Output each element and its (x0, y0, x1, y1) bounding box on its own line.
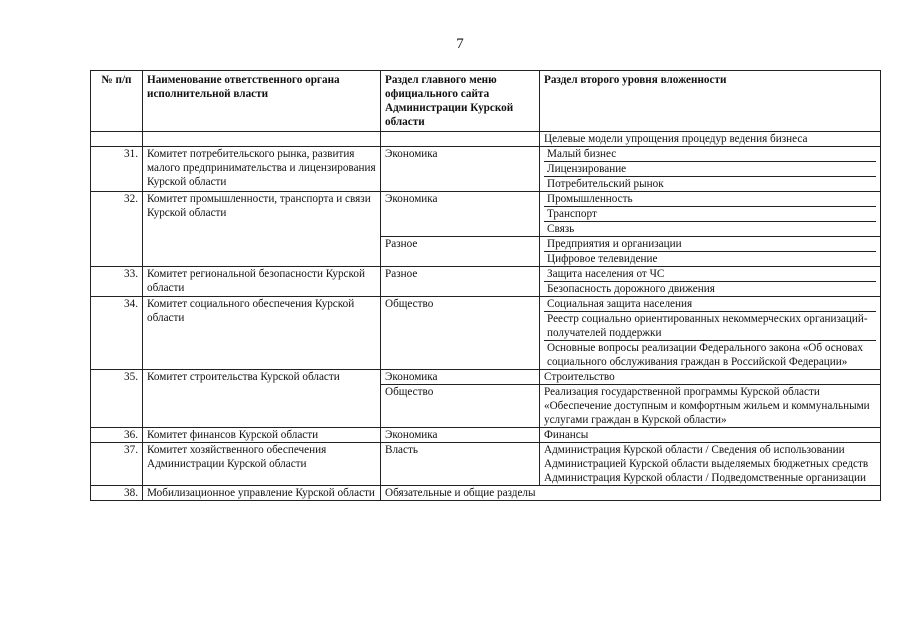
sub-item: Администрация Курской области / Сведения об использовании Администрацией Курской области выделяемых бюджетных средств (544, 444, 869, 470)
cell-num: 36. (91, 428, 143, 443)
cell-second-level: Реализация государственной программы Курской области «Обеспечение доступным и комфортным жильем и коммунальными услугами граждан в Курской области» (540, 385, 881, 428)
cell-num: 35. (91, 370, 143, 428)
table-row (91, 370, 881, 385)
header-organ: Наименование ответственного органа исполнительной власти (143, 71, 381, 132)
cell-num: 34. (91, 297, 143, 370)
cell-num: 38. (91, 486, 143, 501)
cell-num: 31. (91, 147, 143, 192)
table-row (91, 147, 881, 192)
page-number: 7 (456, 36, 464, 52)
sub-item: Реестр социально ориентированных некоммерческих организаций-получателей поддержки (544, 312, 876, 341)
cell-organ: Комитет социального обеспечения Курской области (143, 297, 381, 370)
table-row (91, 428, 881, 443)
cell-organ: Комитет финансов Курской области (143, 428, 381, 443)
cell-organ: Комитет потребительского рынка, развития малого предпринимательства и лицензирования Курской области (143, 147, 381, 192)
cell-organ: Комитет строительства Курской области (143, 370, 381, 428)
sub-item: Предприятия и организации (544, 237, 876, 252)
table-row (91, 486, 881, 501)
cell-organ: Комитет хозяйственного обеспечения Администрации Курской области (143, 443, 381, 486)
cell-menu: Экономика (381, 147, 540, 192)
table-row (91, 443, 881, 486)
cell-second-level (540, 192, 881, 237)
header-second-level: Раздел второго уровня вложенности (540, 71, 881, 132)
table-row (91, 297, 881, 370)
cell-second-level (540, 297, 881, 370)
cell-menu: Власть (381, 443, 540, 486)
cell-menu: Экономика (381, 370, 540, 385)
cell-menu: Экономика (381, 192, 540, 237)
cell-menu: Обязательные и общие разделы (381, 486, 881, 501)
header-num: № п/п (91, 71, 143, 132)
sections-table (90, 70, 881, 501)
cell-second-level (540, 147, 881, 192)
sub-item: Защита населения от ЧС (544, 267, 876, 282)
sub-item: Безопасность дорожного движения (547, 283, 715, 295)
cell-menu: Разное (381, 237, 540, 267)
sub-item: Лицензирование (544, 162, 876, 177)
cell-second-level (540, 267, 881, 297)
cell-organ: Комитет региональной безопасности Курской области (143, 267, 381, 297)
table-header-row (91, 71, 881, 132)
cell-second-level: Строительство (540, 370, 881, 385)
sub-item: Транспорт (544, 207, 876, 222)
sub-item: Потребительский рынок (547, 178, 664, 190)
cell-menu: Разное (381, 267, 540, 297)
table-row (91, 192, 881, 237)
sub-item: Администрация Курской области / Подведомственные организации (544, 472, 866, 484)
cell-organ: Мобилизационное управление Курской области (143, 486, 381, 501)
cell-organ: Комитет промышленности, транспорта и связи Курской области (143, 192, 381, 267)
header-main-menu: Раздел главного меню официального сайта Администрации Курской области (381, 71, 540, 132)
sub-item: Связь (547, 223, 575, 235)
cell-num: 37. (91, 443, 143, 486)
cell-num: 32. (91, 192, 143, 267)
cell-menu: Экономика (381, 428, 540, 443)
cell-menu: Общество (381, 297, 540, 370)
cell-second-level (540, 237, 881, 267)
cell-second-level: Целевые модели упрощения процедур ведения бизнеса (540, 132, 881, 147)
sub-item: Социальная защита населения (544, 297, 876, 312)
table-row (91, 267, 881, 297)
cell-second-level (540, 443, 881, 486)
sub-item: Промышленность (544, 192, 876, 207)
cell-second-level: Финансы (540, 428, 881, 443)
cell-num: 33. (91, 267, 143, 297)
sub-item: Цифровое телевидение (547, 253, 658, 265)
sub-item: Основные вопросы реализации Федерального закона «Об основах социального обслуживания граждан в Российской Федерации» (547, 342, 863, 368)
sub-item: Малый бизнес (544, 147, 876, 162)
table-row (91, 132, 881, 147)
cell-menu: Общество (381, 385, 540, 428)
